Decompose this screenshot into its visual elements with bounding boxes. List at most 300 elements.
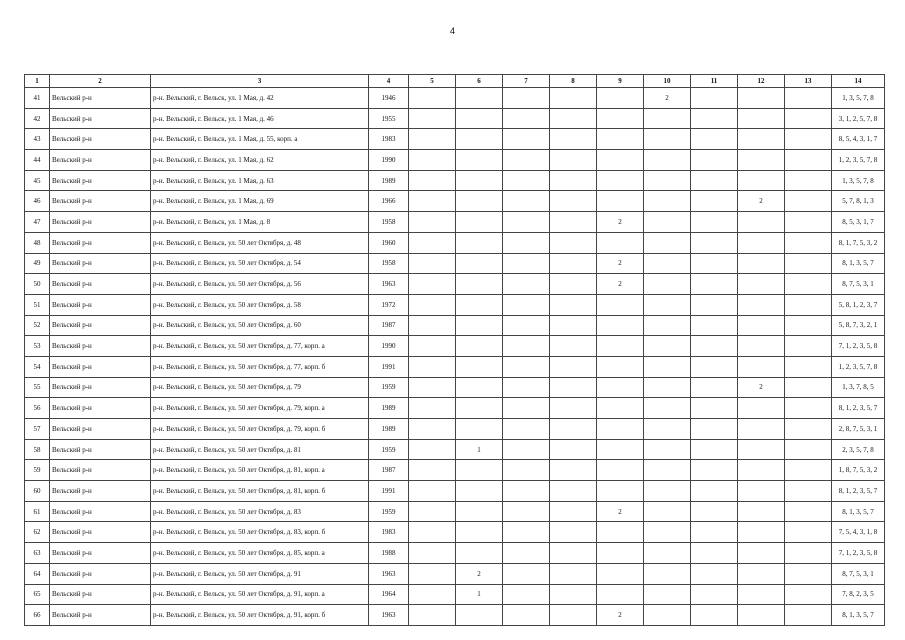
value-cell-col-13 [785,150,832,171]
year-cell: 1989 [369,170,409,191]
table-row [25,460,885,481]
year-cell: 1963 [369,563,409,584]
value-cell-col-11 [691,253,738,274]
address-cell: р-н. Вельский, г. Вельск, ул. 1 Мая, д. 69 [151,191,369,212]
table-row [25,129,885,150]
value-cell-col-9: 2 [597,253,644,274]
row-number-cell: 58 [25,439,50,460]
table-row [25,294,885,315]
value-cell-col-7 [503,232,550,253]
year-cell: 1963 [369,605,409,626]
value-cell-col-9 [597,108,644,129]
value-cell-col-13 [785,460,832,481]
value-cell-col-9 [597,460,644,481]
row-number-cell: 56 [25,398,50,419]
value-cell-col-10 [644,419,691,440]
address-cell: р-н. Вельский, г. Вельск, ул. 50 лет Октября, д. 91 [151,563,369,584]
value-cell-col-8 [550,398,597,419]
value-cell-col-8 [550,212,597,233]
value-cell-col-5 [409,253,456,274]
column-header-1: 1 [25,75,50,88]
codes-cell: 1, 3, 5, 7, 8 [832,88,885,109]
address-cell: р-н. Вельский, г. Вельск, ул. 50 лет Октября, д. 91, корп. а [151,584,369,605]
value-cell-col-9 [597,563,644,584]
value-cell-col-11 [691,377,738,398]
table-row [25,88,885,109]
value-cell-col-5 [409,336,456,357]
value-cell-col-12 [738,129,785,150]
value-cell-col-12 [738,108,785,129]
value-cell-col-13 [785,108,832,129]
codes-cell: 8, 7, 5, 3, 1 [832,563,885,584]
value-cell-col-10 [644,522,691,543]
district-cell: Вельский р-н [50,481,151,502]
value-cell-col-11 [691,522,738,543]
table-row [25,336,885,357]
table-row [25,108,885,129]
value-cell-col-9 [597,377,644,398]
value-cell-col-6 [456,108,503,129]
column-header-13: 13 [785,75,832,88]
value-cell-col-10 [644,274,691,295]
value-cell-col-9 [597,356,644,377]
value-cell-col-6 [456,522,503,543]
table-row [25,563,885,584]
value-cell-col-8 [550,377,597,398]
value-cell-col-13 [785,543,832,564]
value-cell-col-13 [785,522,832,543]
year-cell: 1946 [369,88,409,109]
value-cell-col-12 [738,170,785,191]
value-cell-col-9 [597,419,644,440]
value-cell-col-13 [785,232,832,253]
district-cell: Вельский р-н [50,356,151,377]
value-cell-col-12 [738,356,785,377]
table-row [25,501,885,522]
district-cell: Вельский р-н [50,150,151,171]
address-cell: р-н. Вельский, г. Вельск, ул. 1 Мая, д. 46 [151,108,369,129]
district-cell: Вельский р-н [50,191,151,212]
year-cell: 1989 [369,419,409,440]
address-cell: р-н. Вельский, г. Вельск, ул. 50 лет Октября, д. 91, корп. б [151,605,369,626]
column-header-6: 6 [456,75,503,88]
value-cell-col-6 [456,212,503,233]
address-cell: р-н. Вельский, г. Вельск, ул. 1 Мая, д. 42 [151,88,369,109]
value-cell-col-8 [550,481,597,502]
district-cell: Вельский р-н [50,108,151,129]
row-number-cell: 51 [25,294,50,315]
value-cell-col-11 [691,605,738,626]
value-cell-col-5 [409,356,456,377]
value-cell-col-11 [691,88,738,109]
value-cell-col-9 [597,170,644,191]
value-cell-col-5 [409,212,456,233]
address-cell: р-н. Вельский, г. Вельск, ул. 1 Мая, д. 63 [151,170,369,191]
value-cell-col-11 [691,439,738,460]
value-cell-col-8 [550,274,597,295]
value-cell-col-13 [785,563,832,584]
district-cell: Вельский р-н [50,439,151,460]
value-cell-col-5 [409,274,456,295]
value-cell-col-6 [456,315,503,336]
value-cell-col-7 [503,253,550,274]
row-number-cell: 65 [25,584,50,605]
value-cell-col-8 [550,108,597,129]
value-cell-col-9 [597,336,644,357]
year-cell: 1964 [369,584,409,605]
year-cell: 1972 [369,294,409,315]
value-cell-col-10 [644,481,691,502]
value-cell-col-6 [456,377,503,398]
row-number-cell: 60 [25,481,50,502]
value-cell-col-8 [550,501,597,522]
codes-cell: 2, 3, 5, 7, 8 [832,439,885,460]
codes-cell: 8, 1, 3, 5, 7 [832,253,885,274]
codes-cell: 7, 1, 2, 3, 5, 8 [832,543,885,564]
value-cell-col-5 [409,315,456,336]
row-number-cell: 61 [25,501,50,522]
value-cell-col-6 [456,460,503,481]
value-cell-col-8 [550,605,597,626]
address-cell: р-н. Вельский, г. Вельск, ул. 50 лет Октября, д. 81, корп. б [151,481,369,502]
district-cell: Вельский р-н [50,584,151,605]
value-cell-col-12 [738,439,785,460]
value-cell-col-9 [597,150,644,171]
year-cell: 1990 [369,150,409,171]
row-number-cell: 41 [25,88,50,109]
value-cell-col-10: 2 [644,88,691,109]
value-cell-col-12 [738,460,785,481]
address-cell: р-н. Вельский, г. Вельск, ул. 50 лет Октября, д. 60 [151,315,369,336]
value-cell-col-12 [738,150,785,171]
value-cell-col-5 [409,170,456,191]
codes-cell: 7, 5, 4, 3, 1, 8 [832,522,885,543]
value-cell-col-7 [503,356,550,377]
value-cell-col-6 [456,398,503,419]
codes-cell: 5, 8, 1, 2, 3, 7 [832,294,885,315]
codes-cell: 1, 2, 3, 5, 7, 8 [832,150,885,171]
table-row [25,191,885,212]
value-cell-col-5 [409,88,456,109]
value-cell-col-12 [738,501,785,522]
value-cell-col-5 [409,108,456,129]
value-cell-col-6: 2 [456,563,503,584]
value-cell-col-13 [785,584,832,605]
value-cell-col-10 [644,108,691,129]
year-cell: 1955 [369,108,409,129]
value-cell-col-13 [785,336,832,357]
address-cell: р-н. Вельский, г. Вельск, ул. 1 Мая, д. 8 [151,212,369,233]
table-row [25,543,885,564]
row-number-cell: 55 [25,377,50,398]
year-cell: 1989 [369,398,409,419]
row-number-cell: 53 [25,336,50,357]
value-cell-col-6 [456,501,503,522]
district-cell: Вельский р-н [50,253,151,274]
value-cell-col-5 [409,460,456,481]
value-cell-col-12 [738,419,785,440]
column-header-8: 8 [550,75,597,88]
address-cell: р-н. Вельский, г. Вельск, ул. 50 лет Октября, д. 77, корп. б [151,356,369,377]
year-cell: 1991 [369,481,409,502]
value-cell-col-12 [738,398,785,419]
value-cell-col-6 [456,129,503,150]
value-cell-col-11 [691,336,738,357]
value-cell-col-13 [785,419,832,440]
row-number-cell: 62 [25,522,50,543]
value-cell-col-9: 2 [597,274,644,295]
column-header-3: 3 [151,75,369,88]
year-cell: 1966 [369,191,409,212]
value-cell-col-11 [691,315,738,336]
district-cell: Вельский р-н [50,170,151,191]
table-row [25,232,885,253]
year-cell: 1983 [369,129,409,150]
value-cell-col-9 [597,315,644,336]
value-cell-col-11 [691,274,738,295]
district-cell: Вельский р-н [50,543,151,564]
year-cell: 1960 [369,232,409,253]
year-cell: 1983 [369,522,409,543]
address-cell: р-н. Вельский, г. Вельск, ул. 50 лет Октября, д. 79, корп. а [151,398,369,419]
value-cell-col-9: 2 [597,501,644,522]
codes-cell: 1, 2, 3, 5, 7, 8 [832,356,885,377]
value-cell-col-6 [456,274,503,295]
codes-cell: 8, 1, 7, 5, 3, 2 [832,232,885,253]
value-cell-col-6 [456,191,503,212]
page-number: 4 [449,26,455,36]
year-cell: 1963 [369,274,409,295]
value-cell-col-6 [456,356,503,377]
value-cell-col-9 [597,129,644,150]
value-cell-col-13 [785,191,832,212]
value-cell-col-11 [691,212,738,233]
value-cell-col-12: 2 [738,377,785,398]
value-cell-col-12 [738,253,785,274]
district-cell: Вельский р-н [50,88,151,109]
value-cell-col-10 [644,501,691,522]
value-cell-col-5 [409,191,456,212]
value-cell-col-12 [738,481,785,502]
value-cell-col-10 [644,150,691,171]
district-cell: Вельский р-н [50,522,151,543]
value-cell-col-5 [409,129,456,150]
row-number-cell: 43 [25,129,50,150]
value-cell-col-12 [738,274,785,295]
value-cell-col-6 [456,605,503,626]
value-cell-col-7 [503,336,550,357]
value-cell-col-13 [785,253,832,274]
value-cell-col-8 [550,150,597,171]
column-header-5: 5 [409,75,456,88]
value-cell-col-13 [785,398,832,419]
codes-cell: 8, 1, 3, 5, 7 [832,501,885,522]
codes-cell: 8, 5, 4, 3, 1, 7 [832,129,885,150]
codes-cell: 1, 3, 5, 7, 8 [832,170,885,191]
address-cell: р-н. Вельский, г. Вельск, ул. 50 лет Октября, д. 81, корп. а [151,460,369,481]
column-header-14: 14 [832,75,885,88]
value-cell-col-7 [503,481,550,502]
codes-cell: 7, 8, 2, 3, 5 [832,584,885,605]
district-cell: Вельский р-н [50,336,151,357]
value-cell-col-12 [738,232,785,253]
value-cell-col-13 [785,315,832,336]
year-cell: 1959 [369,501,409,522]
table-row [25,212,885,233]
value-cell-col-7 [503,398,550,419]
value-cell-col-11 [691,398,738,419]
value-cell-col-7 [503,522,550,543]
codes-cell: 1, 8, 7, 5, 3, 2 [832,460,885,481]
district-cell: Вельский р-н [50,605,151,626]
column-header-10: 10 [644,75,691,88]
year-cell: 1991 [369,356,409,377]
value-cell-col-8 [550,563,597,584]
value-cell-col-10 [644,543,691,564]
value-cell-col-8 [550,460,597,481]
value-cell-col-9 [597,88,644,109]
table-row [25,315,885,336]
value-cell-col-12 [738,543,785,564]
value-cell-col-10 [644,294,691,315]
value-cell-col-9: 2 [597,212,644,233]
row-number-cell: 45 [25,170,50,191]
value-cell-col-7 [503,439,550,460]
value-cell-col-7 [503,315,550,336]
value-cell-col-7 [503,129,550,150]
value-cell-col-11 [691,108,738,129]
value-cell-col-9 [597,294,644,315]
table-row [25,274,885,295]
value-cell-col-7 [503,150,550,171]
value-cell-col-10 [644,336,691,357]
table-body [25,88,885,626]
row-number-cell: 52 [25,315,50,336]
value-cell-col-8 [550,232,597,253]
value-cell-col-10 [644,563,691,584]
value-cell-col-7 [503,460,550,481]
value-cell-col-11 [691,170,738,191]
district-cell: Вельский р-н [50,501,151,522]
value-cell-col-7 [503,88,550,109]
value-cell-col-7 [503,212,550,233]
table-row [25,605,885,626]
value-cell-col-12 [738,605,785,626]
value-cell-col-10 [644,315,691,336]
row-number-cell: 42 [25,108,50,129]
value-cell-col-8 [550,336,597,357]
value-cell-col-5 [409,481,456,502]
year-cell: 1990 [369,336,409,357]
value-cell-col-9 [597,232,644,253]
year-cell: 1958 [369,212,409,233]
value-cell-col-9 [597,191,644,212]
row-number-cell: 64 [25,563,50,584]
value-cell-col-5 [409,294,456,315]
value-cell-col-10 [644,170,691,191]
district-cell: Вельский р-н [50,274,151,295]
codes-cell: 8, 5, 3, 1, 7 [832,212,885,233]
value-cell-col-5 [409,232,456,253]
value-cell-col-12 [738,336,785,357]
value-cell-col-5 [409,605,456,626]
district-cell: Вельский р-н [50,294,151,315]
district-cell: Вельский р-н [50,232,151,253]
value-cell-col-11 [691,294,738,315]
value-cell-col-6 [456,481,503,502]
address-cell: р-н. Вельский, г. Вельск, ул. 50 лет Октября, д. 79 [151,377,369,398]
row-number-cell: 44 [25,150,50,171]
value-cell-col-12 [738,584,785,605]
value-cell-col-8 [550,522,597,543]
table-row [25,584,885,605]
address-cell: р-н. Вельский, г. Вельск, ул. 50 лет Октября, д. 77, корп. а [151,336,369,357]
district-cell: Вельский р-н [50,563,151,584]
housing-table [24,74,885,626]
value-cell-col-11 [691,191,738,212]
value-cell-col-13 [785,481,832,502]
value-cell-col-12 [738,315,785,336]
codes-cell: 5, 7, 8, 1, 3 [832,191,885,212]
year-cell: 1959 [369,377,409,398]
value-cell-col-8 [550,88,597,109]
row-number-cell: 46 [25,191,50,212]
value-cell-col-11 [691,543,738,564]
value-cell-col-5 [409,150,456,171]
value-cell-col-7 [503,501,550,522]
value-cell-col-6 [456,543,503,564]
row-number-cell: 49 [25,253,50,274]
value-cell-col-12 [738,522,785,543]
value-cell-col-13 [785,212,832,233]
value-cell-col-6 [456,150,503,171]
value-cell-col-7 [503,274,550,295]
value-cell-col-6 [456,88,503,109]
address-cell: р-н. Вельский, г. Вельск, ул. 50 лет Октября, д. 83, корп. б [151,522,369,543]
value-cell-col-9 [597,439,644,460]
table-row [25,253,885,274]
value-cell-col-8 [550,439,597,460]
column-header-4: 4 [369,75,409,88]
value-cell-col-5 [409,543,456,564]
value-cell-col-5 [409,563,456,584]
table-row [25,439,885,460]
address-cell: р-н. Вельский, г. Вельск, ул. 50 лет Октября, д. 54 [151,253,369,274]
value-cell-col-5 [409,419,456,440]
value-cell-col-13 [785,294,832,315]
value-cell-col-10 [644,191,691,212]
value-cell-col-9 [597,481,644,502]
table-row [25,150,885,171]
value-cell-col-9 [597,543,644,564]
value-cell-col-13 [785,356,832,377]
value-cell-col-10 [644,584,691,605]
codes-cell: 3, 1, 2, 5, 7, 8 [832,108,885,129]
value-cell-col-8 [550,584,597,605]
codes-cell: 8, 1, 2, 3, 5, 7 [832,398,885,419]
value-cell-col-10 [644,232,691,253]
value-cell-col-10 [644,460,691,481]
value-cell-col-7 [503,584,550,605]
year-cell: 1987 [369,460,409,481]
table-row [25,377,885,398]
value-cell-col-12: 2 [738,191,785,212]
value-cell-col-13 [785,129,832,150]
district-cell: Вельский р-н [50,315,151,336]
value-cell-col-7 [503,377,550,398]
value-cell-col-6: 1 [456,439,503,460]
value-cell-col-13 [785,439,832,460]
